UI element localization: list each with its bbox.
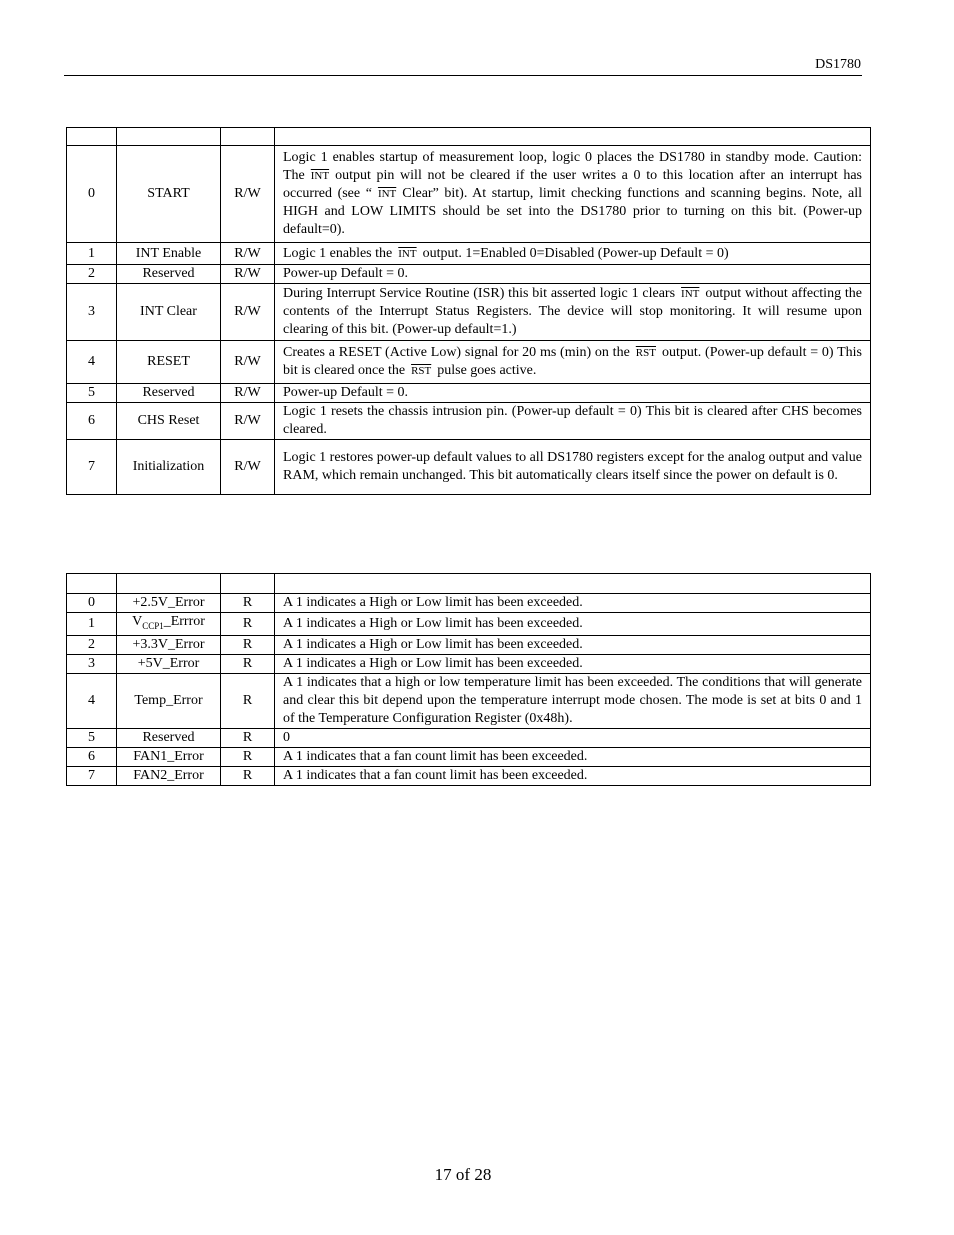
bit-number: 1 [67,613,117,636]
bit-description: A 1 indicates that a fan count limit has been exceeded. [275,766,871,785]
bit-description: Logic 1 enables the $\overline{INT}$ output. 1=Enabled 0=Disabled (Power-up Default = 0) [275,243,871,265]
bit-number: 2 [67,635,117,654]
bit-description: A 1 indicates a High or Low limit has been exceeded. [275,654,871,673]
table-row [67,265,871,284]
bit-number: 4 [67,673,117,728]
access-type: R/W [221,341,275,384]
table-row [67,766,871,785]
access-type: R [221,635,275,654]
interrupt-status-table [66,573,871,786]
bit-description: A 1 indicates that a high or low temperature limit has been exceeded. The conditions that will generate and clear this bit depend upon the temperature interrupt mode chosen. The mode is set at bits 0 and 1 of the Temperature Configuration Register (0x48h). [275,673,871,728]
bit-number: 3 [67,284,117,341]
header-rule [64,75,862,76]
table-row [67,440,871,495]
table-row [67,403,871,440]
bit-name: Reserved [117,728,221,747]
bit-name: +5V_Error [117,654,221,673]
document-id: DS1780 [815,57,861,72]
table-row [67,341,871,384]
bit-number: 2 [67,265,117,284]
bit-name: INT Clear [117,284,221,341]
access-type: R/W [221,403,275,440]
access-type: R [221,728,275,747]
bit-description: Logic 1 restores power-up default values to all DS1780 registers except for the analog output and value RAM, which remain unchanged. This bit automatically clears itself since the power on default is 0. [275,440,871,495]
access-type: R/W [221,384,275,403]
bit-description: Power-up Default = 0. [275,265,871,284]
access-type: R [221,766,275,785]
access-type: R [221,673,275,728]
table-row [67,146,871,243]
bit-description: A 1 indicates a High or Low limit has been exceeded. [275,635,871,654]
int-signal: $\overline{INT}$ [398,247,417,260]
table-row [67,635,871,654]
bit-description: Logic 1 enables startup of measurement loop, logic 0 places the DS1780 in standby mode. Caution: The $\overline{INT}$ output pin will not be cleared if the user writes a 0 to this location after an interrupt has occurred (see “ $\overline{INT}$ Clear” bit). At startup, limit checking functions and scanning begins. Note, all HIGH and LOW LIMITS should be set into the DS1780 prior to turning on this bit. (Power-up default=0). [275,146,871,243]
bit-name: CHS Reset [117,403,221,440]
rst-signal: $\overline{RST}$ [635,347,656,359]
table-row [67,673,871,728]
bit-name: FAN1_Error [117,747,221,766]
table-row [67,284,871,341]
bit-name: FAN2_Error [117,766,221,785]
page-number: 17 of 28 [434,1165,492,1184]
bit-name: Initialization [117,440,221,495]
table-row [67,654,871,673]
int-signal: $\overline{INT}$ [310,170,330,182]
int-signal: $\overline{INT}$ [681,288,700,300]
bit-name: Reserved [117,384,221,403]
bit-description: Power-up Default = 0. [275,384,871,403]
table-header-row [67,574,871,594]
table-row [67,613,871,636]
bit-number: 6 [67,403,117,440]
bit-number: 4 [67,341,117,384]
access-type: R [221,747,275,766]
rst-signal: $\overline{RST}$ [411,365,432,377]
table-row [67,384,871,403]
bit-description: Logic 1 resets the chassis intrusion pin. (Power-up default = 0) This bit is cleared after CHS becomes cleared. [275,403,871,440]
bit-number: 6 [67,747,117,766]
bit-number: 0 [67,146,117,243]
table-row [67,594,871,613]
bit-name: $V_{CCP1}\_Errror$ [117,613,221,636]
access-type: R/W [221,146,275,243]
bit-number: 5 [67,384,117,403]
bit-number: 7 [67,440,117,495]
config-register-table [66,127,871,495]
access-type: R/W [221,243,275,265]
access-type: R/W [221,440,275,495]
bit-name: Temp_Error [117,673,221,728]
table-row [67,747,871,766]
table-header-row [67,128,871,146]
bit-description: A 1 indicates a High or Low limit has been exceeded. [275,594,871,613]
access-type: R/W [221,284,275,341]
bit-number: 0 [67,594,117,613]
table-row [67,243,871,265]
access-type: R [221,654,275,673]
int-signal: $\overline{INT}$ [377,188,397,200]
bit-description: Creates a RESET (Active Low) signal for 20 ms (min) on the $\overline{RST}$ output. (Power-up default = 0) This bit is cleared once the $\overline{RST}$ pulse goes active. [275,341,871,384]
table-row [67,728,871,747]
bit-name: START [117,146,221,243]
access-type: R [221,613,275,636]
bit-number: 3 [67,654,117,673]
bit-name: INT Enable [117,243,221,265]
bit-number: 5 [67,728,117,747]
bit-number: 1 [67,243,117,265]
bit-name: RESET [117,341,221,384]
bit-number: 7 [67,766,117,785]
bit-description: A 1 indicates a High or Low limit has been exceeded. [275,613,871,636]
access-type: R [221,594,275,613]
bit-description: 0 [275,728,871,747]
bit-name: Reserved [117,265,221,284]
bit-description: A 1 indicates that a fan count limit has been exceeded. [275,747,871,766]
bit-description: During Interrupt Service Routine (ISR) this bit asserted logic 1 clears $\overline{INT}$ output without affecting the contents of the Interrupt Status Registers. The device will stop monitoring. It will resume upon clearing of this bit. (Power-up default=1.) [275,284,871,341]
bit-name: +3.3V_Error [117,635,221,654]
access-type: R/W [221,265,275,284]
bit-name: +2.5V_Error [117,594,221,613]
